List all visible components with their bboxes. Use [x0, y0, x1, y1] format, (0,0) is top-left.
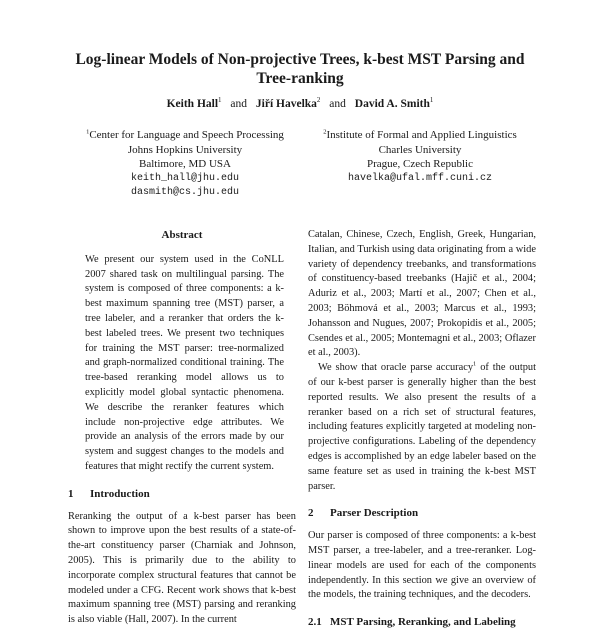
author-list [60, 98, 540, 110]
and-word: and [329, 98, 346, 110]
subsection-number: 2.1 [308, 616, 322, 629]
footnote-marker[interactable]: 1 [473, 360, 477, 368]
author-name: David A. Smith [354, 98, 430, 110]
subsection-heading [308, 615, 536, 630]
left-column [68, 228, 296, 628]
email-link[interactable]: dasmith@cs.jhu.edu [130, 187, 240, 199]
intro-paragraph-2 [308, 361, 536, 494]
affiliation-right [300, 128, 540, 186]
affiliation-left [70, 128, 300, 201]
section-heading [68, 487, 296, 502]
subsection-title: MST Parsing, Reranking, and Labeling [330, 616, 516, 629]
affil-line: Center for Language and Speech Processing [89, 129, 284, 141]
author-sup: 1 [218, 96, 222, 105]
and-word: and [230, 98, 248, 110]
affil-line: Institute of Formal and Applied Linguistics [326, 129, 517, 141]
abstract-heading: Abstract [161, 229, 203, 241]
intro-text: Reranking the output of a k-best parser has been shown to improve upon the best results of a state-of-the-art constituency parser (Charniak and Johnson, 2005). This is primarily due to the ability to incorporate complex structural features that cannot be modeled under a CFG. Recent work shows that k-best maximum spanning tree (MST) parsing and reranking is also viable (Hall, 2007). In the current [68, 510, 296, 626]
paragraph-text: We show that oracle parse accuracy [318, 362, 474, 374]
affil-line: Baltimore, MD USA [139, 158, 231, 171]
paragraph-text: of the output of our k-best parser is generally higher than the best reported results. We also present the results of a reranker based on a rich set of structural features, including features explicitly targeted at modeling non-projective configurations. Labeling of the dependency edges is accomplished by an edge labeler based on the same feature set as used in training the k-best MST parser. [308, 362, 536, 492]
intro-continued-text: Catalan, Chinese, Czech, English, Greek, Hungarian, Italian, and Turkish using data originating from a wide variety of dependency treebanks, and transformations of constituency-based treebanks (Hajič et al., 2004; Aduriz et al., 2003; Martí et al., 2007; Chen et al., 2003; Böhmová et al., 2003; Marcus et al., 1993; Johansson and Nugues, 2007; Prokopidis et al., 2005; Csendes et al., 2005; Montemagni et al., 2003; Oflazer et al., 2003). [308, 229, 536, 359]
affil-line: Johns Hopkins University [127, 143, 243, 156]
email-link[interactable]: keith_hall@jhu.edu [130, 172, 240, 184]
author-sup: 2 [316, 96, 321, 105]
email-link[interactable]: havelka@ufal.mff.cuni.cz [347, 172, 493, 184]
section-title: Parser Description [330, 507, 419, 520]
section-number: 1 [68, 487, 74, 500]
affil-sup: 1 [86, 128, 90, 136]
parser-description-text: Our parser is composed of three components: a k-best MST parser, a tree-labeler, and a tree-reranker. Log-linear models are used for each of the components independently. In this section we give an overview of the models, the training techniques, and the decoders. [308, 530, 536, 601]
author-name: Jiří Havelka [255, 98, 317, 110]
affil-sup: 2 [323, 128, 327, 136]
author-sup: 1 [429, 96, 434, 105]
affil-line: Prague, Czech Republic [367, 158, 473, 171]
section-heading [308, 506, 536, 521]
paper-title: Log-linear Models of Non-projective Trees, k-best MST Parsing and Tree-ranking [75, 51, 525, 87]
author-name: Keith Hall [166, 98, 219, 110]
section-title: Introduction [90, 487, 150, 500]
affil-line: Charles University [378, 143, 462, 156]
abstract-text: We present our system used in the CoNLL 2007 shared task on multilingual parsing. The system is composed of three components: a k-best maximum spanning tree (MST) parser, a tree labeler, and a reranker that orders the k-best labeled trees. We present two techniques for training the MST parser: tree-normalized and graph-normalized conditional training. The tree-based reranking model allows us to explicitly model global syntactic phenomena. We describe the reranker features which include non-projective edge attributes. We provide an analysis of the errors made by our system and suggest changes to the models and features that might rectify the current system. [85, 253, 284, 472]
section-number: 2 [308, 507, 314, 520]
right-column [308, 228, 536, 638]
